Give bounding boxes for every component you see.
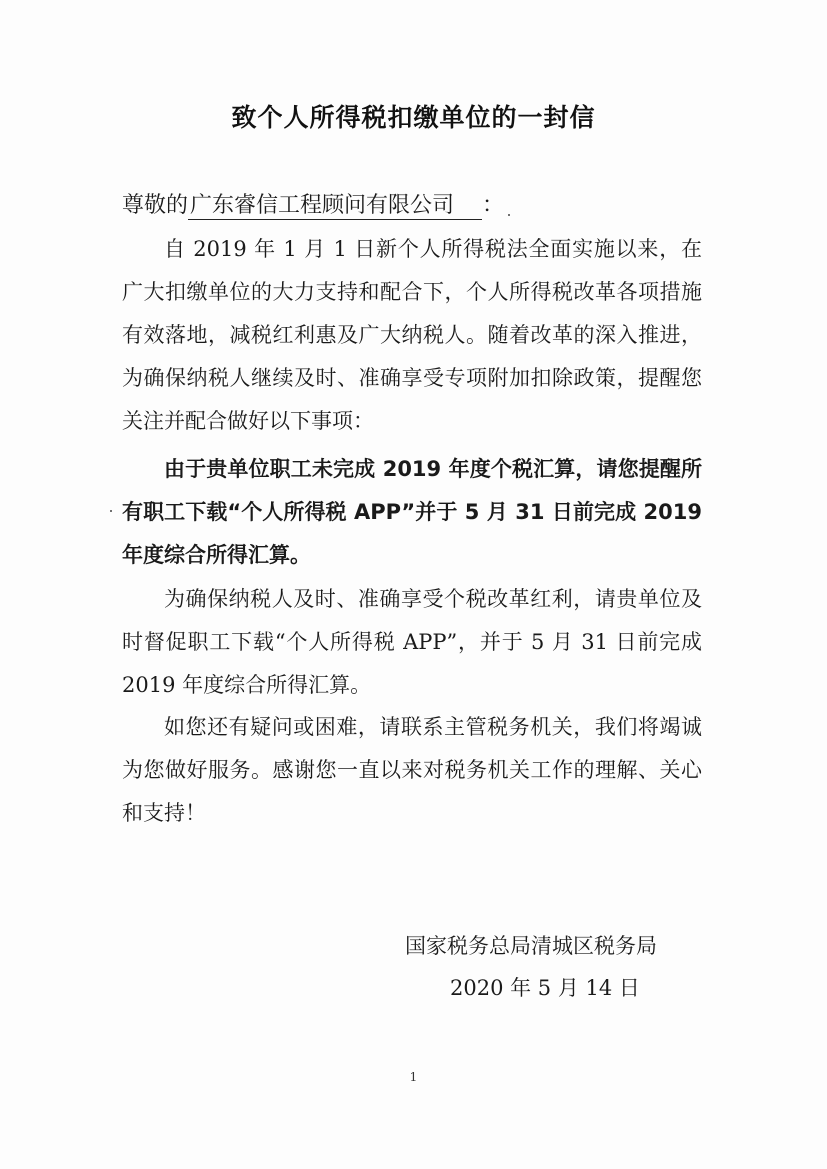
- recipient-name: 广东睿信工程顾问有限公司: [188, 188, 482, 220]
- paragraph-request: 为确保纳税人及时、准确享受个税改革红利，请贵单位及时督促职工下载“个人所得税 APP”，并于 5 月 31 日前完成 2019 年度综合所得汇算。: [122, 587, 702, 697]
- letter-title: 致个人所得税扣缴单位的一封信: [231, 103, 596, 132]
- paragraph-notice-bold: 由于贵单位职工未完成 2019 年度个税汇算，请您提醒所有职工下载“个人所得税 APP”并于 5 月 31 日前完成 2019 年度综合所得汇算。: [122, 457, 702, 567]
- page-number: 1: [409, 1070, 418, 1084]
- scan-speck: [110, 510, 112, 512]
- signature-date: 2020 年 5 月 14 日: [450, 976, 640, 1000]
- salutation-suffix: ：: [482, 193, 505, 218]
- salutation-prefix: 尊敬的: [122, 193, 189, 218]
- salutation-line: [122, 188, 504, 220]
- paragraph-closing: 如您还有疑问或困难，请联系主管税务机关，我们将竭诚为您做好服务。感谢您一直以来对税务机关工作的理解、关心和支持！: [122, 715, 702, 825]
- signature-organization: 国家税务总局清城区税务局: [405, 934, 657, 958]
- scan-speck: [508, 214, 510, 216]
- paragraph-intro: 自 2019 年 1 月 1 日新个人所得税法全面实施以来，在广大扣缴单位的大力支持和配合下，个人所得税改革各项措施有效落地，减税红利惠及广大纳税人。随着改革的深入推进，为确保纳税人继续及时、准确享受专项附加扣除政策，提醒您关注并配合做好以下事项：: [122, 237, 702, 433]
